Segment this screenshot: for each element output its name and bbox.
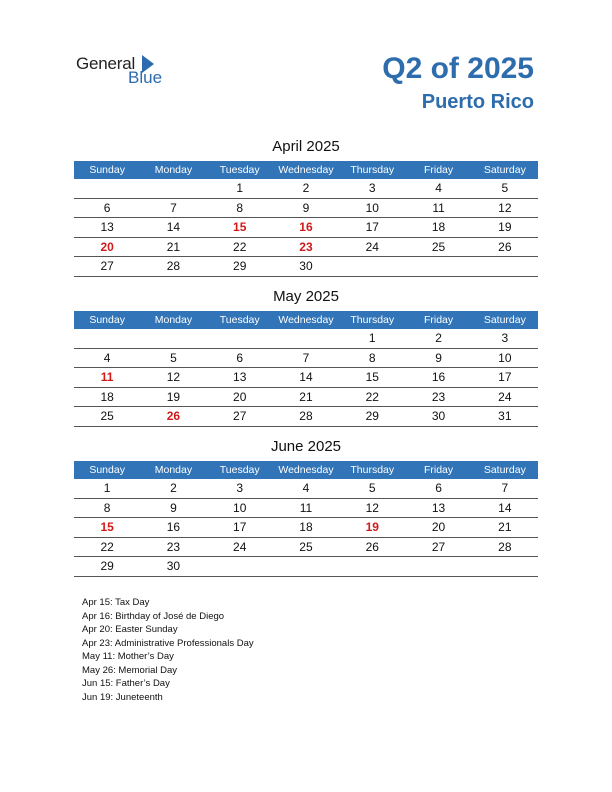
day-cell: 24 (233, 539, 247, 554)
week-row (74, 388, 538, 408)
weekday-sunday: Sunday (89, 164, 125, 176)
holiday-entry: Apr 16: Birthday of José de Diego (82, 610, 225, 622)
day-cell (207, 557, 273, 576)
day-cell: 14 (166, 220, 181, 234)
holiday-day-cell: 26 (166, 409, 181, 423)
holiday-day-cell: 23 (299, 239, 313, 254)
day-cell: 24 (498, 389, 512, 404)
day-cell (273, 557, 339, 576)
day-cell: 17 (233, 520, 247, 534)
day-cell: 9 (302, 200, 310, 215)
day-cell: 3 (236, 481, 244, 495)
weekday-monday: Monday (154, 464, 193, 476)
holiday-entry: Apr 20: Easter Sunday (82, 624, 178, 635)
day-cell: 17 (365, 220, 379, 234)
day-cell: 9 (435, 350, 442, 365)
day-cell: 6 (435, 481, 442, 495)
weekday-thursday: Thursday (350, 164, 395, 176)
holiday-day-cell: 11 (100, 370, 114, 384)
day-cell (207, 329, 273, 348)
day-cell: 12 (166, 370, 181, 384)
day-cell: 28 (299, 409, 313, 423)
weekday-tuesday: Tuesday (219, 464, 260, 476)
weekday-friday: Friday (423, 164, 454, 176)
weekday-sunday: Sunday (89, 464, 125, 476)
day-cell: 2 (435, 331, 442, 345)
day-cell: 4 (103, 350, 111, 365)
weekday-wednesday: Wednesday (278, 314, 334, 326)
day-cell: 16 (431, 370, 446, 384)
day-cell: 23 (166, 539, 181, 554)
weekday-saturday: Saturday (483, 164, 526, 176)
holiday-day-cell: 16 (299, 220, 313, 234)
day-cell (405, 557, 471, 576)
region-title: Puerto Rico (421, 91, 534, 113)
day-cell: 20 (233, 389, 247, 404)
weekday-friday: Friday (423, 314, 454, 326)
day-cell: 24 (365, 239, 379, 254)
holiday-list (82, 596, 254, 704)
day-cell: 19 (166, 389, 181, 404)
day-cell: 3 (501, 331, 509, 345)
day-cell: 4 (302, 481, 310, 495)
week-row (74, 349, 538, 369)
day-cell: 18 (299, 520, 313, 534)
day-cell: 7 (170, 200, 177, 215)
day-cell: 10 (498, 350, 512, 365)
day-cell: 15 (365, 370, 379, 384)
day-cell: 16 (166, 520, 181, 534)
day-cell: 2 (170, 481, 177, 495)
month-may (74, 287, 538, 427)
day-cell: 12 (365, 500, 379, 515)
day-cell (339, 557, 405, 576)
day-cell: 25 (100, 409, 114, 423)
day-cell: 29 (365, 409, 379, 423)
day-cell: 8 (368, 350, 376, 365)
week-row (74, 518, 538, 538)
holiday-day-cell: 20 (100, 239, 114, 254)
logo-word-general: General (76, 54, 136, 73)
day-cell: 20 (431, 520, 446, 534)
day-cell: 11 (299, 500, 313, 515)
week-row (74, 218, 538, 238)
weekday-monday: Monday (154, 164, 193, 176)
day-cell: 7 (501, 481, 509, 495)
holiday-entry: Jun 19: Juneteenth (82, 691, 163, 703)
day-cell: 18 (100, 389, 114, 404)
week-row (74, 407, 538, 427)
day-cell: 8 (236, 200, 244, 215)
weekday-wednesday: Wednesday (278, 164, 334, 176)
weekday-wednesday: Wednesday (278, 464, 334, 476)
day-cell: 22 (100, 539, 114, 554)
week-row (74, 199, 538, 219)
logo (76, 54, 176, 88)
weekday-saturday: Saturday (483, 314, 526, 326)
day-cell: 22 (365, 389, 379, 404)
day-cell: 21 (299, 389, 313, 404)
day-cell: 8 (103, 500, 111, 515)
day-cell: 10 (365, 200, 379, 215)
weekday-saturday: Saturday (483, 464, 526, 476)
day-cell (472, 257, 538, 276)
day-cell: 17 (498, 370, 512, 384)
day-cell: 13 (233, 370, 247, 384)
month-title: April 2025 (272, 138, 340, 155)
week-row (74, 179, 538, 199)
day-cell: 29 (100, 559, 114, 573)
day-cell (339, 257, 405, 276)
day-cell (140, 179, 206, 198)
day-cell: 26 (498, 239, 512, 254)
day-cell: 1 (236, 181, 244, 195)
day-cell: 30 (299, 259, 313, 273)
week-row (74, 499, 538, 519)
day-cell: 12 (498, 200, 512, 215)
week-row (74, 479, 538, 499)
month-title: May 2025 (273, 288, 339, 305)
holiday-day-cell: 19 (365, 520, 379, 534)
weekday-thursday: Thursday (350, 314, 395, 326)
weekday-header-row (74, 311, 538, 329)
weekday-monday: Monday (154, 314, 193, 326)
weekday-friday: Friday (423, 464, 454, 476)
weekday-sunday: Sunday (89, 314, 125, 326)
day-cell: 26 (365, 539, 379, 554)
day-cell: 28 (166, 259, 181, 273)
holiday-entry: May 26: Memorial Day (82, 664, 178, 676)
quarter-title: Q2 of 2025 (382, 52, 534, 85)
week-row (74, 557, 538, 577)
day-cell: 21 (166, 239, 181, 254)
day-cell: 30 (166, 559, 181, 573)
weekday-header-row (74, 161, 538, 179)
day-cell: 27 (431, 539, 446, 554)
day-cell (472, 557, 538, 576)
logo-word-blue: Blue (128, 68, 163, 87)
day-cell: 29 (233, 259, 247, 273)
day-cell: 22 (233, 239, 247, 254)
day-cell: 27 (233, 409, 247, 423)
day-cell: 31 (498, 409, 512, 423)
day-cell: 5 (170, 350, 177, 365)
holiday-entry: Apr 15: Tax Day (82, 597, 150, 608)
holiday-day-cell: 15 (233, 220, 247, 234)
week-row (74, 257, 538, 277)
day-cell: 1 (103, 481, 111, 495)
day-cell: 4 (435, 181, 442, 195)
week-row (74, 329, 538, 349)
day-cell: 1 (368, 331, 376, 345)
month-june (74, 437, 538, 577)
week-row (74, 538, 538, 558)
day-cell: 3 (368, 181, 376, 195)
day-cell: 27 (100, 259, 114, 273)
holiday-entry: Jun 15: Father’s Day (82, 678, 170, 689)
week-row (74, 368, 538, 388)
holiday-entry: May 11: Mother’s Day (82, 651, 174, 662)
day-cell (405, 257, 471, 276)
day-cell: 18 (431, 220, 446, 234)
day-cell (74, 329, 140, 348)
weekday-tuesday: Tuesday (219, 314, 260, 326)
day-cell: 6 (103, 200, 111, 215)
day-cell: 14 (299, 370, 313, 384)
weekday-header-row (74, 461, 538, 479)
day-cell: 23 (431, 389, 446, 404)
weekday-thursday: Thursday (350, 464, 395, 476)
week-row (74, 238, 538, 258)
day-cell: 25 (299, 539, 313, 554)
day-cell: 19 (498, 220, 512, 234)
day-cell: 6 (236, 350, 244, 365)
day-cell (273, 329, 339, 348)
day-cell: 14 (498, 500, 512, 515)
day-cell (140, 329, 206, 348)
day-cell: 25 (431, 239, 446, 254)
day-cell: 7 (302, 350, 310, 365)
day-cell: 5 (501, 181, 509, 195)
day-cell: 13 (100, 220, 114, 234)
day-cell: 2 (302, 181, 310, 195)
day-cell (74, 179, 140, 198)
weekday-tuesday: Tuesday (219, 164, 260, 176)
holiday-day-cell: 15 (100, 520, 114, 534)
day-cell: 9 (170, 500, 177, 515)
day-cell: 30 (431, 409, 446, 423)
day-cell: 11 (432, 200, 445, 215)
day-cell: 5 (368, 481, 376, 495)
day-cell: 28 (498, 539, 512, 554)
day-cell: 10 (233, 500, 247, 515)
day-cell: 21 (498, 520, 512, 534)
month-title: June 2025 (270, 438, 342, 455)
day-cell: 13 (431, 500, 446, 515)
month-april (74, 137, 538, 277)
holiday-entry: Apr 23: Administrative Professionals Day (82, 637, 254, 649)
